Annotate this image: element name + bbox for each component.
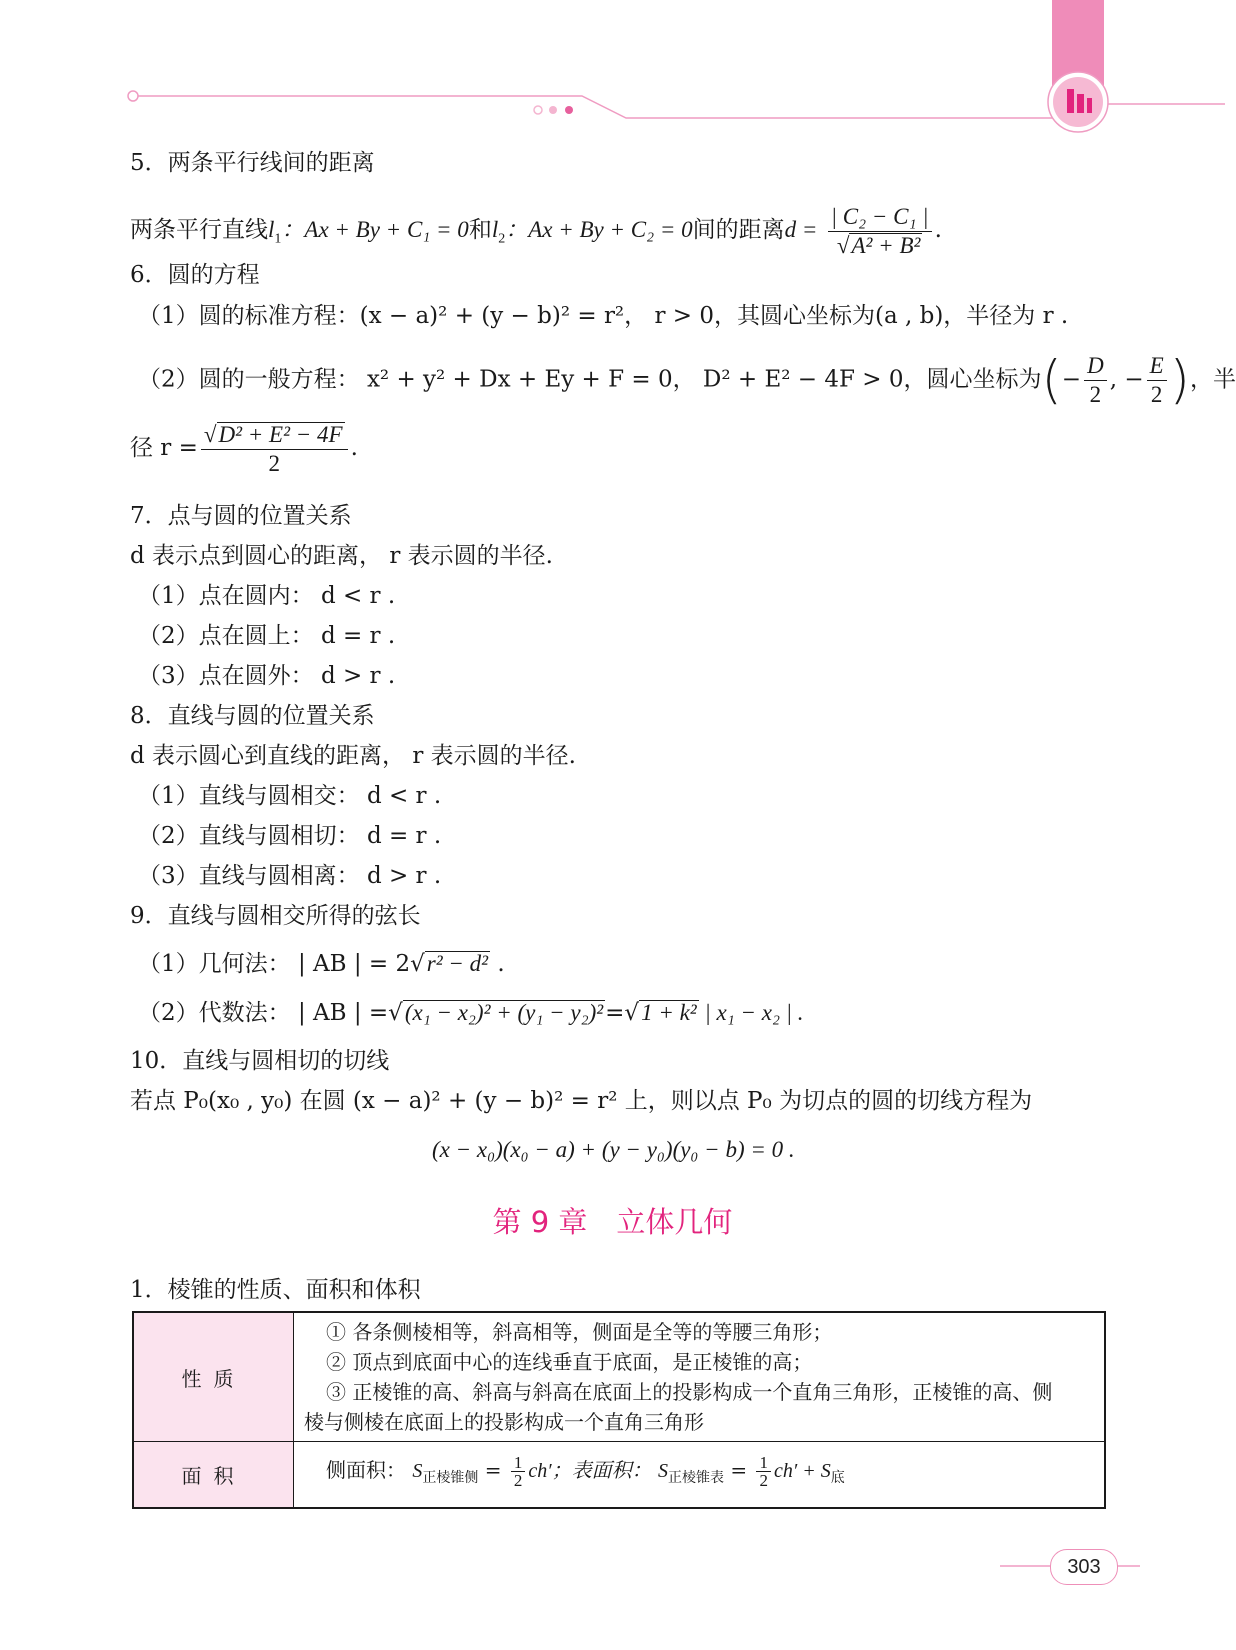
page-number: 303 [1050,1549,1118,1585]
pyramid-properties-table [132,1311,1106,1509]
section-title: 7．点与圆的位置关系 [130,503,352,529]
tangent-equation: (x − x₀)(x₀ − a) + (y − y₀)(y₀ − b) = 0 . [432,1137,795,1162]
table-row [133,1312,1105,1442]
header-dot-1 [534,106,542,114]
table-cell: 侧面积： $S_{正棱锥侧}$ = $\frac{1}{2}$ ch′；表面积： $S_{正棱锥表}$ = $\frac{1}{2}$ $ch' + S_底$ [294,1442,1106,1508]
section-title: 6．圆的方程 [130,262,260,288]
section-title: 8．直线与圆的位置关系 [130,703,375,729]
section-title: 9．直线与圆相交所得的弦长 [130,903,421,929]
section-title: 5．两条平行线间的距离 [130,150,375,176]
table-row [133,1442,1105,1508]
list-item: （3）点在圆外： d > r . [138,663,396,689]
chord-algebraic-method: （2）代数法： | AB | =√(x₁ − x₂)² + (y₁ − y₂)²=√1 + k² | x₁ − x₂ | . [138,1000,804,1026]
distance-fraction: $\frac{\text{| C₂ − C₁ |}}{\text{√A² + B²}}$ [828,203,932,260]
table-header-cell: 面积 [133,1442,294,1508]
header-decoration [0,0,1225,150]
list-item: （2）直线与圆相切： d = r . [138,823,442,849]
list-item: （2）点在圆上： d = r . [138,623,396,649]
chord-geometric-method: （1）几何法： | AB | = 2√r² − d² . [138,951,505,977]
table-header-cell: 性质 [133,1312,294,1442]
parallel-distance-formula: 两条平行直线$l_1$：Ax + By + C₁ = 0和$l_2$：Ax + By + C₂ = 0间的距离d = $\frac{\text{| C₂ − C₁ |}}{\text{√A² + B²}}$ . [130,203,942,258]
list-item: （1）直线与圆相交： d < r . [138,783,442,809]
table-cell: ① 各条侧棱相等，斜高相等，侧面是全等的等腰三角形； ② 顶点到底面中心的连线垂直于底面，是正棱锥的高； ③ 正棱锥的高、斜高与斜高在底面上的投影构成一个直角三角形，正棱锥的高、侧 棱与侧棱在底面上的投影构成一个直角三角形 [294,1312,1106,1442]
list-item: （3）直线与圆相离： d > r . [138,863,442,889]
header-rule [138,96,1058,118]
chapter-title: 第 9 章 立体几何 [492,1205,733,1239]
header-dot-2 [549,106,557,114]
section-description: d 表示圆心到直线的距离， r 表示圆的半径. [130,743,576,769]
header-line-start-dot [128,91,138,101]
header-dot-3 [565,106,573,114]
section-title: 10．直线与圆相切的切线 [130,1048,390,1074]
tangent-condition: 若点 P₀(x₀ , y₀) 在圆 (x − a)² + (y − b)² = r² 上，则以点 P₀ 为切点的圆的切线方程为 [130,1088,1033,1114]
circle-general-equation: （2）圆的一般方程： x² + y² + Dx + Ey + F = 0， D² + E² − 4F > 0，圆心坐标为(− $\frac{D}{2}$ , − $\frac{E}{2}$ )，半 [138,350,1236,411]
circle-radius-formula: 径 r = $\frac{\text{√D² + E² − 4F}}{2}$ . [130,421,358,476]
section-description: d 表示点到圆心的距离， r 表示圆的半径. [130,543,553,569]
circle-standard-equation: （1）圆的标准方程：(x − a)² + (y − b)² = r²， r > 0，其圆心坐标为(a , b)，半径为 r . [138,303,1069,329]
section-title: 1．棱锥的性质、面积和体积 [130,1277,421,1303]
list-item: （1）点在圆内： d < r . [138,583,396,609]
